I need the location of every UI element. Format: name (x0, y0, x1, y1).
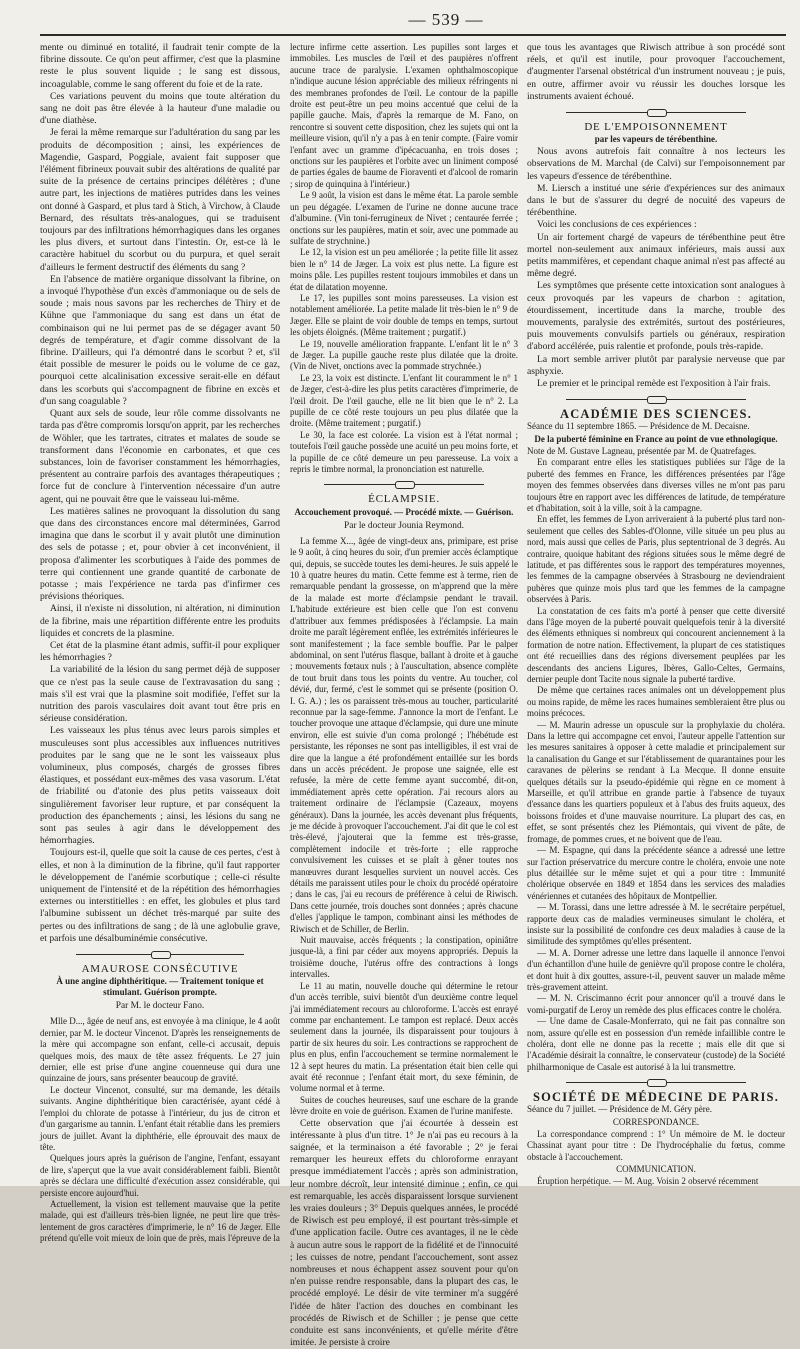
paragraph: Le 9 août, la vision est dans le même état. La parole semble un peu dégagée. L'examen de l'urine ne donne aucune trace d'albumine. (Vin toni-ferrugineux de Nivet ; centaurée ferrée ; onctions sur les paupières, matin et soir, avec une pommade au sulfate de strychnine.) (290, 190, 518, 246)
paragraph: La correspondance comprend : 1° Un mémoire de M. le docteur Chassinat ayant pour titre : De l'hydrocéphalie du fœtus, comme obstacle à l'accouchement. (527, 1128, 785, 1162)
paragraph: La constatation de ces faits m'a porté à penser que cette diversité dans l'âge moyen de la puberté pouvait quelquefois tenir à la diversité des éléments ethniques si nombreux qui concourent anciennement à la formation de notre nation. Effectivement, la plupart de ces statistiques ont été recueillies dans des régions diversement peuplées par les descendants des anciens Ligures, Ibères, Gallo-Celtes, Germains, dernier peuple dont Tacite nous signale la puberté tardive. (527, 605, 785, 685)
paragraph: Les vaisseaux les plus ténus avec leurs parois simples et musculeuses sont plus accessibles aux influences nutritives produites par le sang que ne le sont les vaisseaux plus volumineux, plus composés, chargés de grosses fibres élastiques, et possédant eux-mêmes des vasa vasorum. L'état de friabilité ou d'atonie des plus petits vaisseaux doit singulièrement favoriser leur rupture, et par conséquent la production des épanchements ; ainsi, les lésions du sang ne sont pas seules à agir dans le développement des hémorrhagies. (40, 725, 280, 847)
paragraph: Voici les conclusions de ces expériences : (537, 219, 697, 231)
paragraph: Cette observation que j'ai écourtée à dessein est intéressante à plus d'un titre. 1° Je n'ai pas eu recours à la saignée, et la terminaison a été favorable ; 2° je ferai remarquer les heureux effets du chloroforme enrayant presque immédiatement l'accès ; après son administration, leur nombre décroît, leur intensité diminue ; enfin, ce qui est remarquable, les accès disparaissent lorsque survienent les vraies douleurs ; 3° Depuis quelques années, le procédé de Riwisch est peu employé, il est pourtant très-simple et d'une application facile. Outre ces avantages, il ne le cède à aucun autre sous le rapport de la fidélité et de l'innocuité ; les cuisses de notre, pendant l'accouchement, sont assez nombreuses et nous échappent assez souvent pour qu'on n'en puisse rendre responsable, dans la plupart des cas, le procédé employé. Le désir de vite terminer m'a suggéré l'idée de hâter l'action des douches en combinant les procédés de Riwisch et de Schiller ; je pense que cette conduite est sans inconvénients, et qu'elle mérite d'être imitée. Je persiste à croire (290, 1117, 518, 1349)
paragraph: Ces variations peuvent du moins que toute altération du sang ne doit pas être élevée à la hauteur d'une maladie ou d'une diathèse. (40, 90, 280, 127)
paragraph: — M. Maurin adresse un opuscule sur la prophylaxie du choléra. Dans la lettre qui accompagne cet envoi, l'auteur appelle l'attention sur les mesures sanitaires à opposer à cette maladie et principalement sur la canalisation du Gange et sur l'établissement de quarantaines pour les caravanes de pèlerins se rendant à La Mecque. Il donne ensuite quelques détails sur la pseudo-épidémie qui règne en ce moment à Marseille, et qu'il attribue en grande partie à l'absence de tuyaux d'essance dans les quartiers populeux et à l'abus des fruits aqueux, des boissons froides et d'une mauvaise nourriture. La plupart des cas, en effet, se sont présentés chez les Piémontais, qui vivent de pâte, de fromage, de pommes crues, et ne boivent que de l'eau. (527, 719, 785, 844)
subheading-correspondance: CORRESPONDANCE. (612, 1116, 700, 1127)
paragraph: En comparant entre elles les statistiques publiées sur l'âge de la puberté des femmes en France, les différences présentées par l'âge moyen des femmes observées dans diverses villes ne m'ont pas paru toujours être en rapport avec les différences de latitude, de température et d'habitation, soit à la ville, soit à la campagne. (527, 457, 785, 513)
paragraph: lecture infirme cette assertion. Les pupilles sont larges et immobiles. Les muscles de l'œil et des paupières n'offrent aucune trace de paralysie. L'examen ophthalmoscopique n'indique aucune lésion appréciable des milieux réfringents ni des membranes profondes de l'œil. Le contour de la papille droite est peut-être un peu moins accentué que celui de la papille gauche. Mais, d'après la remarque de M. Fano, on rencontre si souvent cette disposition, chez les sujets qui ont la meilleure vision, qu'il n'y a pas à en tenir compte. (Faire vomir l'enfant avec un gramme d'ipécacuanha, en trois doses ; onctions sur les paupières et l'orbite avec un liniment composé de parties égales de baume de Fioraventi et d'alcool de romarin ; sirop de quinquina à l'intérieur.) (290, 42, 518, 189)
section-subtitle: À une angine diphthéritique. — Traitement tonique et stimulant. Guérison prompte. (56, 976, 264, 998)
section-title: ACADÉMIE DES SCIENCES. (559, 407, 753, 422)
section-subtitle: De la puberté féminine en France au point de vue ethnologique. (534, 433, 778, 444)
section-divider (76, 951, 244, 957)
paragraph: Toujours est-il, quelle que soit la cause de ces pertes, c'est à elles, et non à la diminution de la fibrine, qu'il faut rapporter le développement de l'anémie scorbutique ; celle-ci résulte uniquement de l'intensité et de la répétition des hémorrhagies externes ou interstitielles : en effet, les globules et plus tard l'albumine subissent un déchet très-marqué par suite des pertes ou des infiltrations de sang ; de là une aglobulie grave, et parfois une désalbuminémie consécutive. (40, 847, 280, 944)
column-right (527, 42, 785, 1187)
paragraph: Le docteur Vincenot, consulté, sur ma demande, les détails suivants. Angine diphthéritique bien caractérisée, ayant cédé à l'emploi du chlorate de potasse à l'intérieur, du jus de citron et d'un gargarisme au tannin. L'enfant était rétablie dans les premiers jours de juillet. Avant la diphthérie, elle éprouvait des maux de tête. (40, 1084, 280, 1152)
paragraph: Suites de couches heureuses, sauf une eschare de la grande lèvre droite en voie de guérison. Examen de l'urine manifeste. (290, 1094, 518, 1117)
section-divider (566, 109, 747, 115)
subheading-communication: COMMUNICATION. (616, 1164, 696, 1175)
paragraph: La variabilité de la lésion du sang permet déjà de supposer que ce n'est pas la seule cause de l'extravasation du sang ; mais s'il est vrai que la plasmine soit modifiée, l'effet sur la nutrition des parois vasculaires doit avant tout être pris en sérieuse considération. (40, 664, 280, 725)
paragraph: Le 12, la vision est un peu améliorée ; la petite fille lit assez bien le n° 14 de Jæger. La voix est plus nette. La figure est moins pâle. Les pupilles restent toujours immobiles et dans un état de dilatation moyenne. (290, 247, 518, 292)
section-title: DE L'EMPOISONNEMENT (584, 121, 728, 134)
paragraph: La mort semble arriver plutôt par paralysie nerveuse que par asphyxie. (527, 353, 785, 377)
paragraph: Éruption herpétique. — M. Aug. Voisin 2 observé récemment (537, 1176, 759, 1187)
session-line: Séance du 11 septembre 1865. — Présidence de M. Decaisne. (527, 421, 750, 432)
paragraph: Actuellement, la vision est tellement mauvaise que la petite malade, qui est d'ailleurs très-bien lignée, ne peut lire que très-lentement de gros caractères d'imprimerie, le n° 16 de Jæger. Elle prétend qu'elle voit mieux de loin que de près, mais l'épreuve de la (40, 1198, 280, 1244)
section-subtitle: par les vapeurs de térébenthine. (594, 134, 718, 145)
paragraph: En effet, les femmes de Lyon arriveraient à la puberté plus tard non-seulement que celles des Sables-d'Olonne, ville située un peu plus au nord, mais aussi que celles de Paris, plus septentrional de 3 degrés. Au contraire, quoique habitant des régions situées sous le même degré de latitude, et pas différentes sous le rapport des températures moyennes, les femmes de la campagne observées à Strasbourg ne deviendraient pubères que quinze mois plus tard que les femmes de la campagne observées à Paris. (527, 514, 785, 605)
paragraph: Cet état de la plasmine étant admis, suffit-il pour expliquer les hémorrhagies ? (40, 639, 280, 664)
paragraph: Le premier et le principal remède est l'exposition à l'air frais. (537, 378, 771, 390)
paragraph: Les matières salines ne provoquant la dissolution du sang que dans des circonstances encore mal déterminées, Garrod imagina que dans le scorbut il y avait plutôt une diminution des sels de potasse ; et, pour obvier à cet inconvénient, il proposa d'alimenter les scorbutiques à l'aide des pommes de terre qui contiennent une grande quantité de carbonate de potasse ; mais l'expérience ne tarda pas d'infirmer ces prévisions théoriques. (40, 505, 280, 603)
header-rule (40, 34, 786, 36)
paragraph: — Une dame de Casale-Monferrato, qui ne fait pas connaître son nom, assure qu'elle est en possession d'un remède infaillible contre le choléra, dont elle ne donne pas la recette ; mais elle dit que si l'Académie désirait la connaître, le conservateur (custode) de la Société philharmonique de Casale est autorisé à la lui transmettre. (527, 1016, 785, 1072)
paragraph: Le 17, les pupilles sont moins paresseuses. La vision est notablement améliorée. La petite malade lit très-bien le n° 9 de Jæger. Elle se plaint de voir double de temps en temps, surtout les objets éloignés. (Même traitement ; purgatif.) (290, 292, 518, 338)
paragraph: M. Liersch a institué une série d'expériences sur des animaux dans le but de s'assurer du degré de nocuité des vapeurs de térébenthine. (527, 182, 785, 219)
section-subtitle: Accouchement provoqué. — Procédé mixte. — Guérison. (294, 506, 514, 517)
paragraph: Je ferai la même remarque sur l'adultération du sang par les produits de décomposition ; ainsi, les expériences de Magendie, Gaspard, Poggiale, avaient fait supposer que l'élément fibrineux pouvait subir des altérations de qualité par suite de la présence de certains principes délétères ; d'une autre part, les injections de matières putrides dans les veines ont donné à Gaspard, et plus tard à Stich, à Virchow, à Claude Bernard, des résultats très-analogues, qui se traduisent toujours par des infiltrations hémorrhagiques dans les organes les plus divers, et surtout dans l'intestin. Or, est-ce là le caractère habituel du scorbut ou du purpura, et quel serait d'ailleurs le ferment destructif des éléments du sang ? (40, 127, 280, 273)
paragraph: Mlle D..., âgée de neuf ans, est envoyée à ma clinique, le 4 août dernier, par M. le docteur Vincenot. D'après les renseignements de la mère qui accompagne son enfant, celle-ci accusait, depuis quelques mois, des maux de tête assez fréquents. Le 27 juin dernier, elle est prise d'une angine couenneuse qui dura une quinzaine de jours, sans présenter beaucoup de gravité. (40, 1016, 280, 1084)
paragraph: Les symptômes que présente cette intoxication sont analogues à ceux provoqués par les vapeurs de charbon : agitation, étourdissement, incertitude dans la marche, trouble des mouvements, paralysie des extrémités, surtout des postérieures, puis mouvements convulsifs partiels ou généraux, respiration d'abord accélérée, puis ralentie et profonde, pouls très-rapide. (527, 280, 785, 353)
paragraph: que tous les avantages que Riwisch attribue à son procédé sont réels, et qu'il est inutile, pour provoquer l'accouchement, d'augmenter l'arsenal obstétrical d'un instrument nouveau ; je puis, en outre, affirmer avoir vu réussir les douches lorsque les instruments avaient échoué. (527, 42, 785, 102)
paragraph: Le 30, la face est colorée. La vision est à l'état normal ; toutefois l'œil gauche possède une acuité un peu moins forte, et la pupille de ce côté demeure un peu paresseuse. La voix a repris le timbre normal, la prononciation est naturelle. (290, 429, 518, 475)
paragraph: Quant aux sels de soude, leur rôle comme dissolvants ne tarda pas d'être compromis lorsqu'on apprit, par les recherches de Wöhler, que les tartrates, citrates et malates de soude se transforment dans l'économie en carbonates, et que ces substances, loin de favoriser constamment les hémorrhagies, présentent au contraire parfois des avantages thérapeutiques ; force fut de conclure à l'intervention nécessaire d'un autre agent, qui ne pouvait être que le vaisseau lui-même. (40, 408, 280, 505)
column-left (40, 42, 280, 1244)
paragraph: La femme X..., âgée de vingt-deux ans, primipare, est prise le 9 août, à cinq heures du soir, d'un premier accès éclamptique qui, depuis, se succède toutes les demi-heures. Je suis appelé le 10 à quatre heures du matin. Cette femme est à terme, rien de remarquable pendant la grossesse, on m'apprend que la mère de la malade est morte d'éclampsie pendant le travail. L'habitude extérieure est bien celle que l'on est convenu d'attribuer aux femmes prédisposées à l'éclampsie. La main droite me paraît légèrement enflée, les extrémités inférieures le sont manifestement ; la face semble bouffie. Par le palper abdominal, on sent l'utérus flasque, ballant à droite et à gauche ; mouvements fœtaux nuls ; à l'auscultation, absence complète de tout bruit dans tous les points du ventre. Au toucher, col dévié, dur, fermé, c'est le sommet qui se présente (position O. I. G. A.) ; les os paraissent très-mous au toucher, particularité reconnue par la sage-femme. J'annonce la mort de l'enfant. Le toucher provoque une attaque d'éclampsie, qui dure une minute environ, elle est suivie d'un coma prolongé ; l'hébétude est persistante, les réponses ne sont pas intelligibles, il est vrai de dire que la langue a été profondément entaillée sur les bords dans un accès précédent. Je propose une saignée, elle est refusée, la mère de cette femme ayant succombé, dit-on, immédiatement après cette opération. J'ai recours alors au traitement ordinaire de l'éclampsie (Cazeaux, moyens généraux). Dans la journée, les accès devenant plus fréquents, je me décide à provoquer l'accouchement. J'ai dit que le col est très-élevé, j'ajouterai que la femme est très-grasse, complètement indocile et très-forte ; elle rapproche convulsivement les cuisses et se plaît à gêner toutes nos manœuvres durant lesquelles survient un nouvel accès. Ces détails me paraissent utiles pour le choix du procédé opératoire ; dans le cas, j'ai eu recours de préférence à celui de Riwisch. Dans cette journée, trois douches sont données ; après chacune d'elles j'applique le tampon, combinant ainsi les méthodes de Riwisch et de Schiller, de Berlin. (290, 535, 518, 934)
paragraph: Le 11 au matin, nouvelle douche qui détermine le retour d'un accès terrible, suivi bientôt d'un deuxième contre lequel j'ai immédiatement recours au chloroforme. L'accès est enrayé comme par enchantement. Le tampon est replacé. Deux accès seulement dans la journée, ils disparaissent pour toujours à partir de six heures du soir. Les contractions se rapprochent de plus en plus, enfin l'accouchement se termine normalement le 12 à sept heures du matin. La présentation était bien celle qui avait été reconnue ; l'enfant était mort, du sexe féminin, de volume normal et à terme. (290, 980, 518, 1094)
paragraph: — M. Torassi, dans une lettre adressée à M. le secrétaire perpétuel, rapporte deux cas de maladies vermineuses simulant le choléra, et insiste sur la possibilité de confondre ces deux maladies à cause de la similitude des symptômes qu'elles présentent. (527, 902, 785, 947)
byline: Par M. le docteur Fano. (115, 1001, 205, 1012)
paragraph: Un air fortement chargé de vapeurs de térébenthine peut être mortel non-seulement aux animaux inférieurs, mais aussi aux petits mammifères, et cependant chaque animal n'est pas affecté au même degré. (527, 231, 785, 280)
paragraph: De même que certaines races animales ont un développement plus ou moins rapide, de même les races humaines sembleraient être plus ou moins précoces. (527, 685, 785, 719)
paragraph: Le 19, nouvelle amélioration frappante. L'enfant lit le n° 3 de Jæger. La pupille gauche reste plus dilatée que la droite. (Vin de Nivet, onctions avec la pommade strychnée.) (290, 338, 518, 372)
page-header (40, 10, 786, 36)
note-line: Note de M. Gustave Lagneau, présentée par M. de Quatrefages. (527, 445, 757, 456)
section-title: SOCIÉTÉ DE MÉDECINE DE PARIS. (532, 1090, 780, 1105)
byline: Par le docteur Jounia Reymond. (343, 520, 465, 531)
paragraph: En l'absence de matière organique dissolvant la fibrine, on a invoqué l'hypothèse d'un excès d'ammoniaque ou de sels de soude ; mais nous savons par les recherches de Thiry et de Kühne que l'ammoniaque du sang est dans un état de combinaison qui ne lui permet pas de se dégager avant 50 degrés de température, et d'agir comme dissolvant de la fibrine. D'ailleurs, qui l'a démontré dans le scorbut ? et, s'il était possible de mesurer le poids ou le volume de ce gaz, pourquoi cette alcalinisation excessive serait-elle en défaut dans les scorbuts qui s'accompagnent de fibrine en excès et d'un sang coagulable ? (40, 273, 280, 407)
column-middle (290, 42, 518, 1349)
paragraph: Le 23, la voix est distincte. L'enfant lit couramment le n° 1 de Jæger, c'est-à-dire les plus petits caractères d'imprimerie, de l'œil droit. De l'œil gauche, elle ne lit bien que le n° 2. La pupille de ce côté reste toujours un peu plus dilatée que la droite. (Même traitement ; purgatif.) (290, 372, 518, 429)
page-number: — 539 — (408, 10, 484, 29)
paragraph: Nous avons autrefois fait connaître à nos lecteurs les observations de M. Marchal (de Calvi) sur l'empoisonnement par les vapeurs d'essence de térébenthine. (527, 146, 785, 182)
paragraph: — M. N. Criscimanno écrit pour annoncer qu'il a trouvé dans le vomi-purgatif de Leroy un remède des plus efficaces contre le choléra. (527, 993, 785, 1015)
section-divider (566, 396, 747, 402)
paragraph: — M. A. Dorner adresse une lettre dans laquelle il annonce l'envoi d'un échantillon d'une huile de genièvre qu'il propose contre le choléra, et dont huit à dix gouttes, assure-t-il, peuvent sauver un malade même très-gravement atteint. (527, 947, 785, 992)
paragraph: Nuit mauvaise, accès fréquents ; la constipation, opiniâtre jusque-là, a fini par céder aux moyens appropriés. Depuis la troisième douche, l'utérus offre des contractions à longs intervalles. (290, 935, 518, 980)
paragraph: — M. Espagne, qui dans la précédente séance a adressé une lettre sur l'action préservatrice du mercure contre le choléra, envoie une note plus détaillée sur le même sujet et qui a pour titre : Immunité cholérique observée en 1849 et 1854 dans les services des maladies vénériennes et cutanées des hôpitaux de Montpellier. (527, 845, 785, 901)
paragraph: Quelques jours après la guérison de l'angine, l'enfant, essayant de lire, s'aperçut que la vue avait considérablement faibli. Bientôt après se déclara une difficulté d'exécution assez considérable, qui persiste encore aujourd'hui. (40, 1153, 280, 1198)
section-title: ÉCLAMPSIE. (368, 493, 440, 506)
section-title: AMAUROSE CONSÉCUTIVE (81, 963, 239, 976)
paragraph: mente ou diminué en totalité, il faudrait tenir compte de la fibrine dissoute. Ce qu'on peut affirmer, c'est que la plasmine reste le plus souvent liquide ; le sang est dissous, incoagulable, comme le sang offerent du foie et de la rate. (40, 42, 280, 90)
section-divider (566, 1079, 747, 1085)
paragraph: Ainsi, il n'existe ni dissolution, ni altération, ni diminution de la fibrine, mais une répartition différente entre les produits liquides et concrets de la plasmine. (40, 603, 280, 639)
section-divider (324, 481, 484, 487)
session-line: Séance du 7 juillet. — Présidence de M. Géry père. (527, 1104, 712, 1115)
